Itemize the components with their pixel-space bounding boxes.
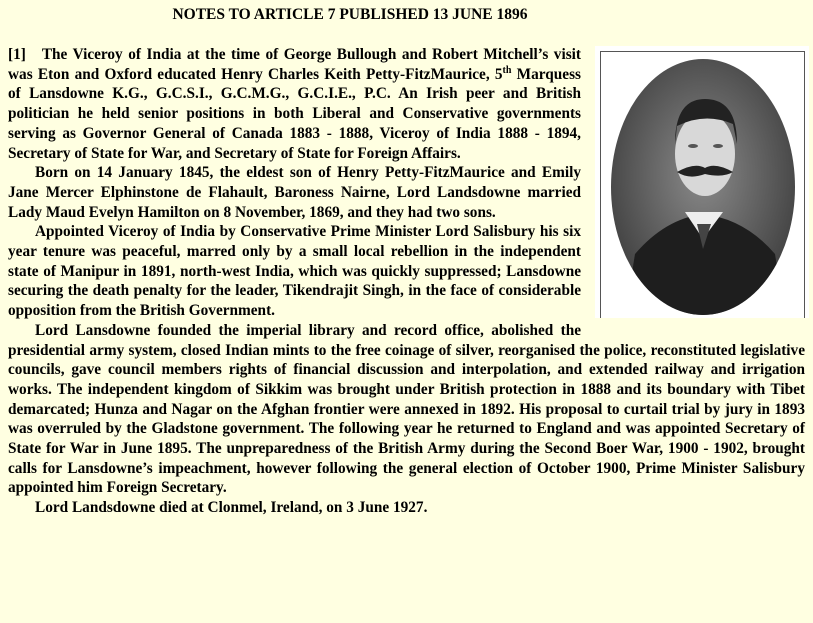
page-title: NOTES TO ARTICLE 7 PUBLISHED 13 JUNE 1896 — [172, 6, 528, 23]
paragraph-1-text-a: The Viceroy of India at the time of George Bullough and Robert Mitchell’s visit was Eton and Oxford educated Henry Charles Keith Petty-FitzMaurice, 5 — [8, 46, 581, 83]
ordinal-superscript: th — [502, 64, 512, 76]
paragraph-3: Appointed Viceroy of India by Conservative Prime Minister Lord Salisbury his six year tenure was peaceful, marred only by a small local rebellion in the independent state of Manipur in 1891, north-west India, which was quickly suppressed; Lansdowne securing the death penalty for the leader, Tikendrajit Singh, in the face of considerable opposition from the British Government. — [8, 223, 581, 320]
portrait-image — [605, 54, 801, 316]
portrait-photo — [595, 46, 809, 318]
note-number: [1] — [8, 46, 26, 63]
paragraph-2: Born on 14 January 1845, the eldest son of Henry Petty-FitzMaurice and Emily Jane Mercer Elphinstone de Flahault, Baroness Nairne, Lord Landsdowne married Lady Maud Evelyn Hamilton on 8 November, 1869, and they had two sons. — [8, 164, 581, 221]
paragraph-4: Lord Lansdowne founded the imperial library and record office, abolished the presidential army system, closed Indian mints to the free coinage of silver, reorganised the police, reconstituted legislative councils, gave council members rights of financial discussion and interpolation, and extended railway and irrigation works. The independent kingdom of Sikkim was brought under British protection in 1888 and its boundary with Tibet demarcated; Hunza and Nagar on the Afghan frontier were annexed in 1892. His proposal to curtail trial by jury in 1893 was overruled by the Gladstone government. The following year he returned to England and was appointed Secretary of State for War in June 1895. The unpreparedness of the British Army during the Second Boer War, 1900 - 1902, brought calls for Lansdowne’s impeachment, however following the general election of October 1900, Prime Minister Salisbury appointed him Foreign Secretary. — [8, 321, 805, 497]
paragraph-5: Lord Landsdowne died at Clonmel, Ireland, on 3 June 1927. — [35, 499, 428, 517]
paragraph-1-text-b: Marquess of Lansdowne K.G., G.C.S.I., G.C.M.G., G.C.I.E., P.C. An Irish peer and British politician he held senior positions in both Liberal and Conservative governments serving as Governor General of Canada 1883 - 1888, Viceroy of India 1888 - 1894, Secretary of State for War, and Secretary of State for Foreign Affairs. — [8, 65, 581, 162]
notes-body — [8, 45, 805, 518]
